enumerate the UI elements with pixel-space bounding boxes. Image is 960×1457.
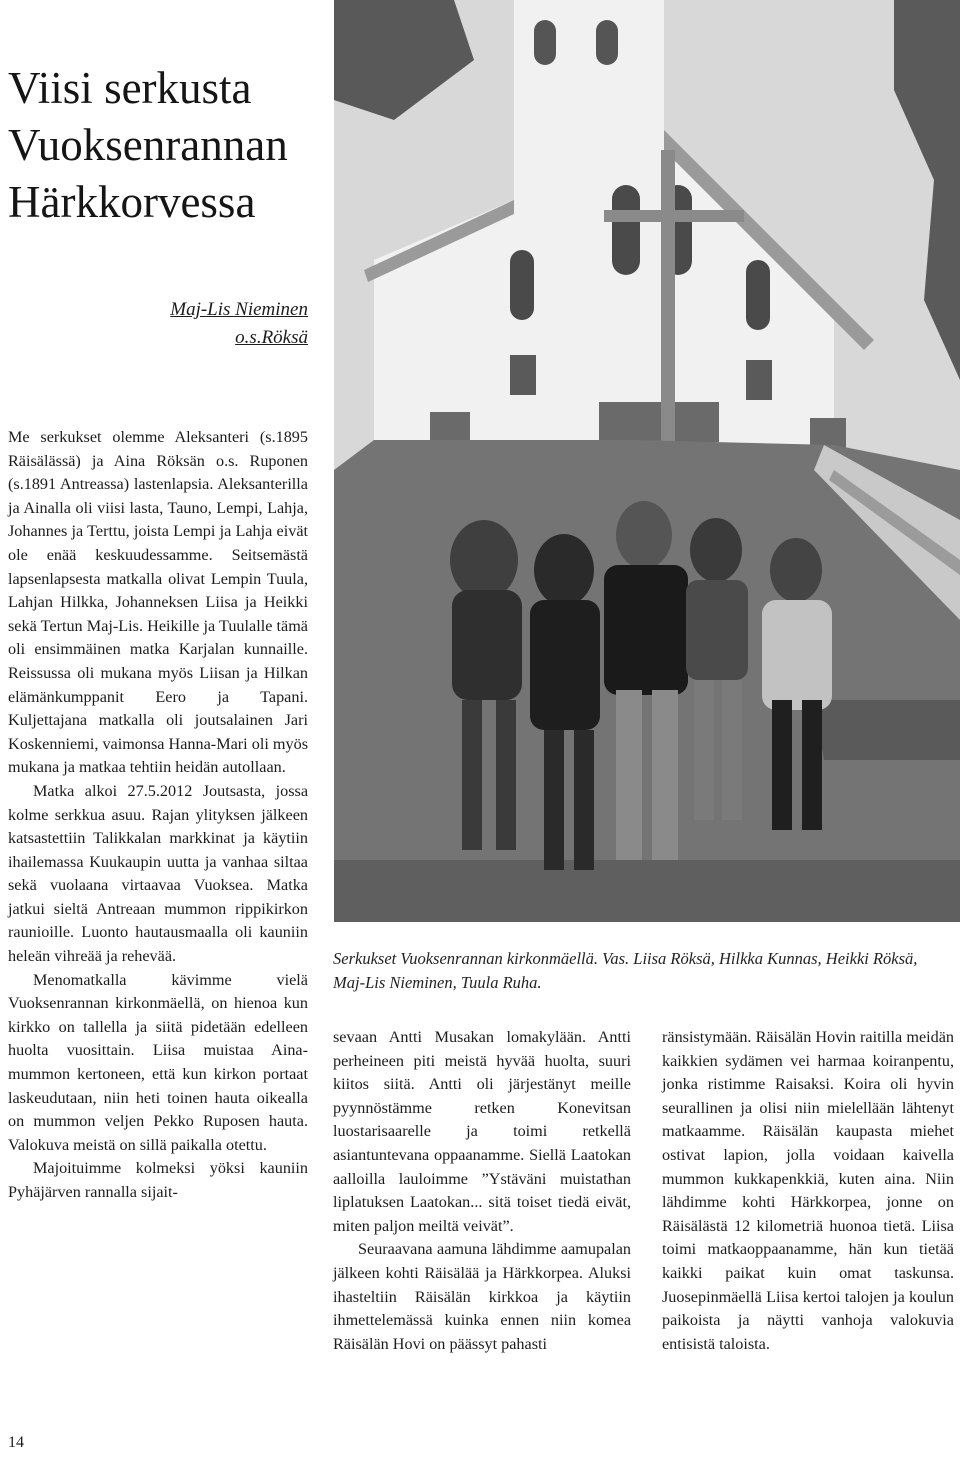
body-column-1: [8, 426, 308, 1205]
article-title: [8, 60, 338, 231]
title-line: Härkkorvessa: [8, 177, 256, 227]
body-column-2: [333, 1026, 631, 1356]
body-column-3: [662, 1026, 954, 1356]
paragraph: ränsistymään. Räisälän Hovin raitilla meidän kaikkien sydämen vei harmaa koiranpentu, jonka ristimme Raisaksi. Koira oli hyvin seurallinen ja olisi niin mielellään lähtenyt matkaamme. Räisälän kaupasta miehet ostivat lapion, jolla voidaan kaivella mummon kukkapenkkiä, kuten aina. Niin lähdimme kohti Härkkorpea, jonne on Räisälästä 12 kilometriä huonoa tietä. Liisa toimi matkaoppaanamme, hän kun tietää kaikki paikat kuin omat taskunsa. Juosepinmäellä Liisa kertoi talojen ja koulun paikoista ja näytti vanhoja valokuvia entisistä taloista.: [662, 1028, 954, 1353]
author-name: Maj-Lis Nieminen: [170, 299, 308, 320]
paragraph: Majoituimme kolmeksi yöksi kauniin Pyhäjärven rannalla sijait-: [8, 1159, 308, 1201]
church-group-photo: [334, 0, 960, 922]
title-line: Viisi serkusta: [8, 63, 252, 113]
paragraph: Me serkukset olemme Aleksanteri (s.1895 Räisälässä) ja Aina Röksän o.s. Ruponen (s.1891 Antreassa) lastenlapsia. Aleksanterilla ja Ainalla oli viisi lasta, Tauno, Lempi, Lahja, Johannes ja Terttu, joista Lempi ja Lahja eivät ole enää keskuudessamme. Seitsemästä lapsenlapsesta matkalla olivat Lempin Tuula, Lahjan Hilkka, Johanneksen Liisa ja Heikki sekä Tertun Maj-Lis. Heikille ja Tuulalle tämä oli ensimmäinen matka Karjalan kunnaille. Reissussa oli mukana myös Liisan ja Hilkan elämänkumppanit Eero ja Tapani. Kuljettajana matkalla oli joutsalainen Jari Koskenniemi, vaimonsa Hanna-Mari oli myös mukana ja matkaa tehtiin heidän autollaan.: [8, 428, 308, 777]
photo-caption: Serkukset Vuoksenrannan kirkonmäellä. Vas. Liisa Röksä, Hilkka Kunnas, Heikki Röksä, Maj-Lis Nieminen, Tuula Ruha.: [333, 949, 918, 992]
author-maiden-name: o.s.Röksä: [235, 327, 308, 348]
title-line: Vuoksenrannan: [8, 120, 288, 170]
author-byline: [170, 296, 308, 352]
photo-illustration: [334, 0, 960, 922]
page-number: 14: [8, 1434, 24, 1451]
paragraph: sevaan Antti Musakan lomakylään. Antti perheineen piti meistä hyvää huolta, suuri kiitos siitä. Antti oli järjestänyt meille pyynnöstämme retken Konevitsan luostarisaarelle ja toimi retkellä asiantuntevana oppaanamme. Siellä Laatokan aalloilla lauloimme ”Ystäväni muistathan liplatuksen Laatokan... sitä toiset tiedä eivät, miten paljon meiltä veivät”.: [333, 1028, 631, 1235]
paragraph: Matka alkoi 27.5.2012 Joutsasta, jossa kolme serkkua asuu. Rajan ylityksen jälkeen katsastettiin Talikkalan markkinat ja käytiin ihailemassa Kuukaupin uutta ja vanhaa siltaa sekä vuolaana virtaavaa Vuoksea. Matka jatkui sieltä Antreaan mummon rippikirkon raunioille. Luonto hautausmaalla oli kauniin heleän vihreää ja rehevää.: [8, 781, 308, 966]
paragraph: Menomatkalla kävimme vielä Vuoksenrannan kirkonmäellä, on hienoa kun kirkko on tallella ja siitä pidetään edelleen huolta vuosittain. Liisa muistaa Aina-mummon kertoneen, että kun kirkon portaat laskeudutaan, niin heti toinen hauta oikealla on mummon veljen Pekko Ruposen hauta. Valokuva meistä on sillä paikalla otettu.: [8, 970, 308, 1154]
paragraph: Seuraavana aamuna lähdimme aamupalan jälkeen kohti Räisälää ja Härkkorpea. Aluksi ihasteltiin Räisälän kirkkoa ja käytiin ihmettelemässä kuinka ennen niin komea Räisälän Hovi on päässyt pahasti: [333, 1240, 631, 1353]
